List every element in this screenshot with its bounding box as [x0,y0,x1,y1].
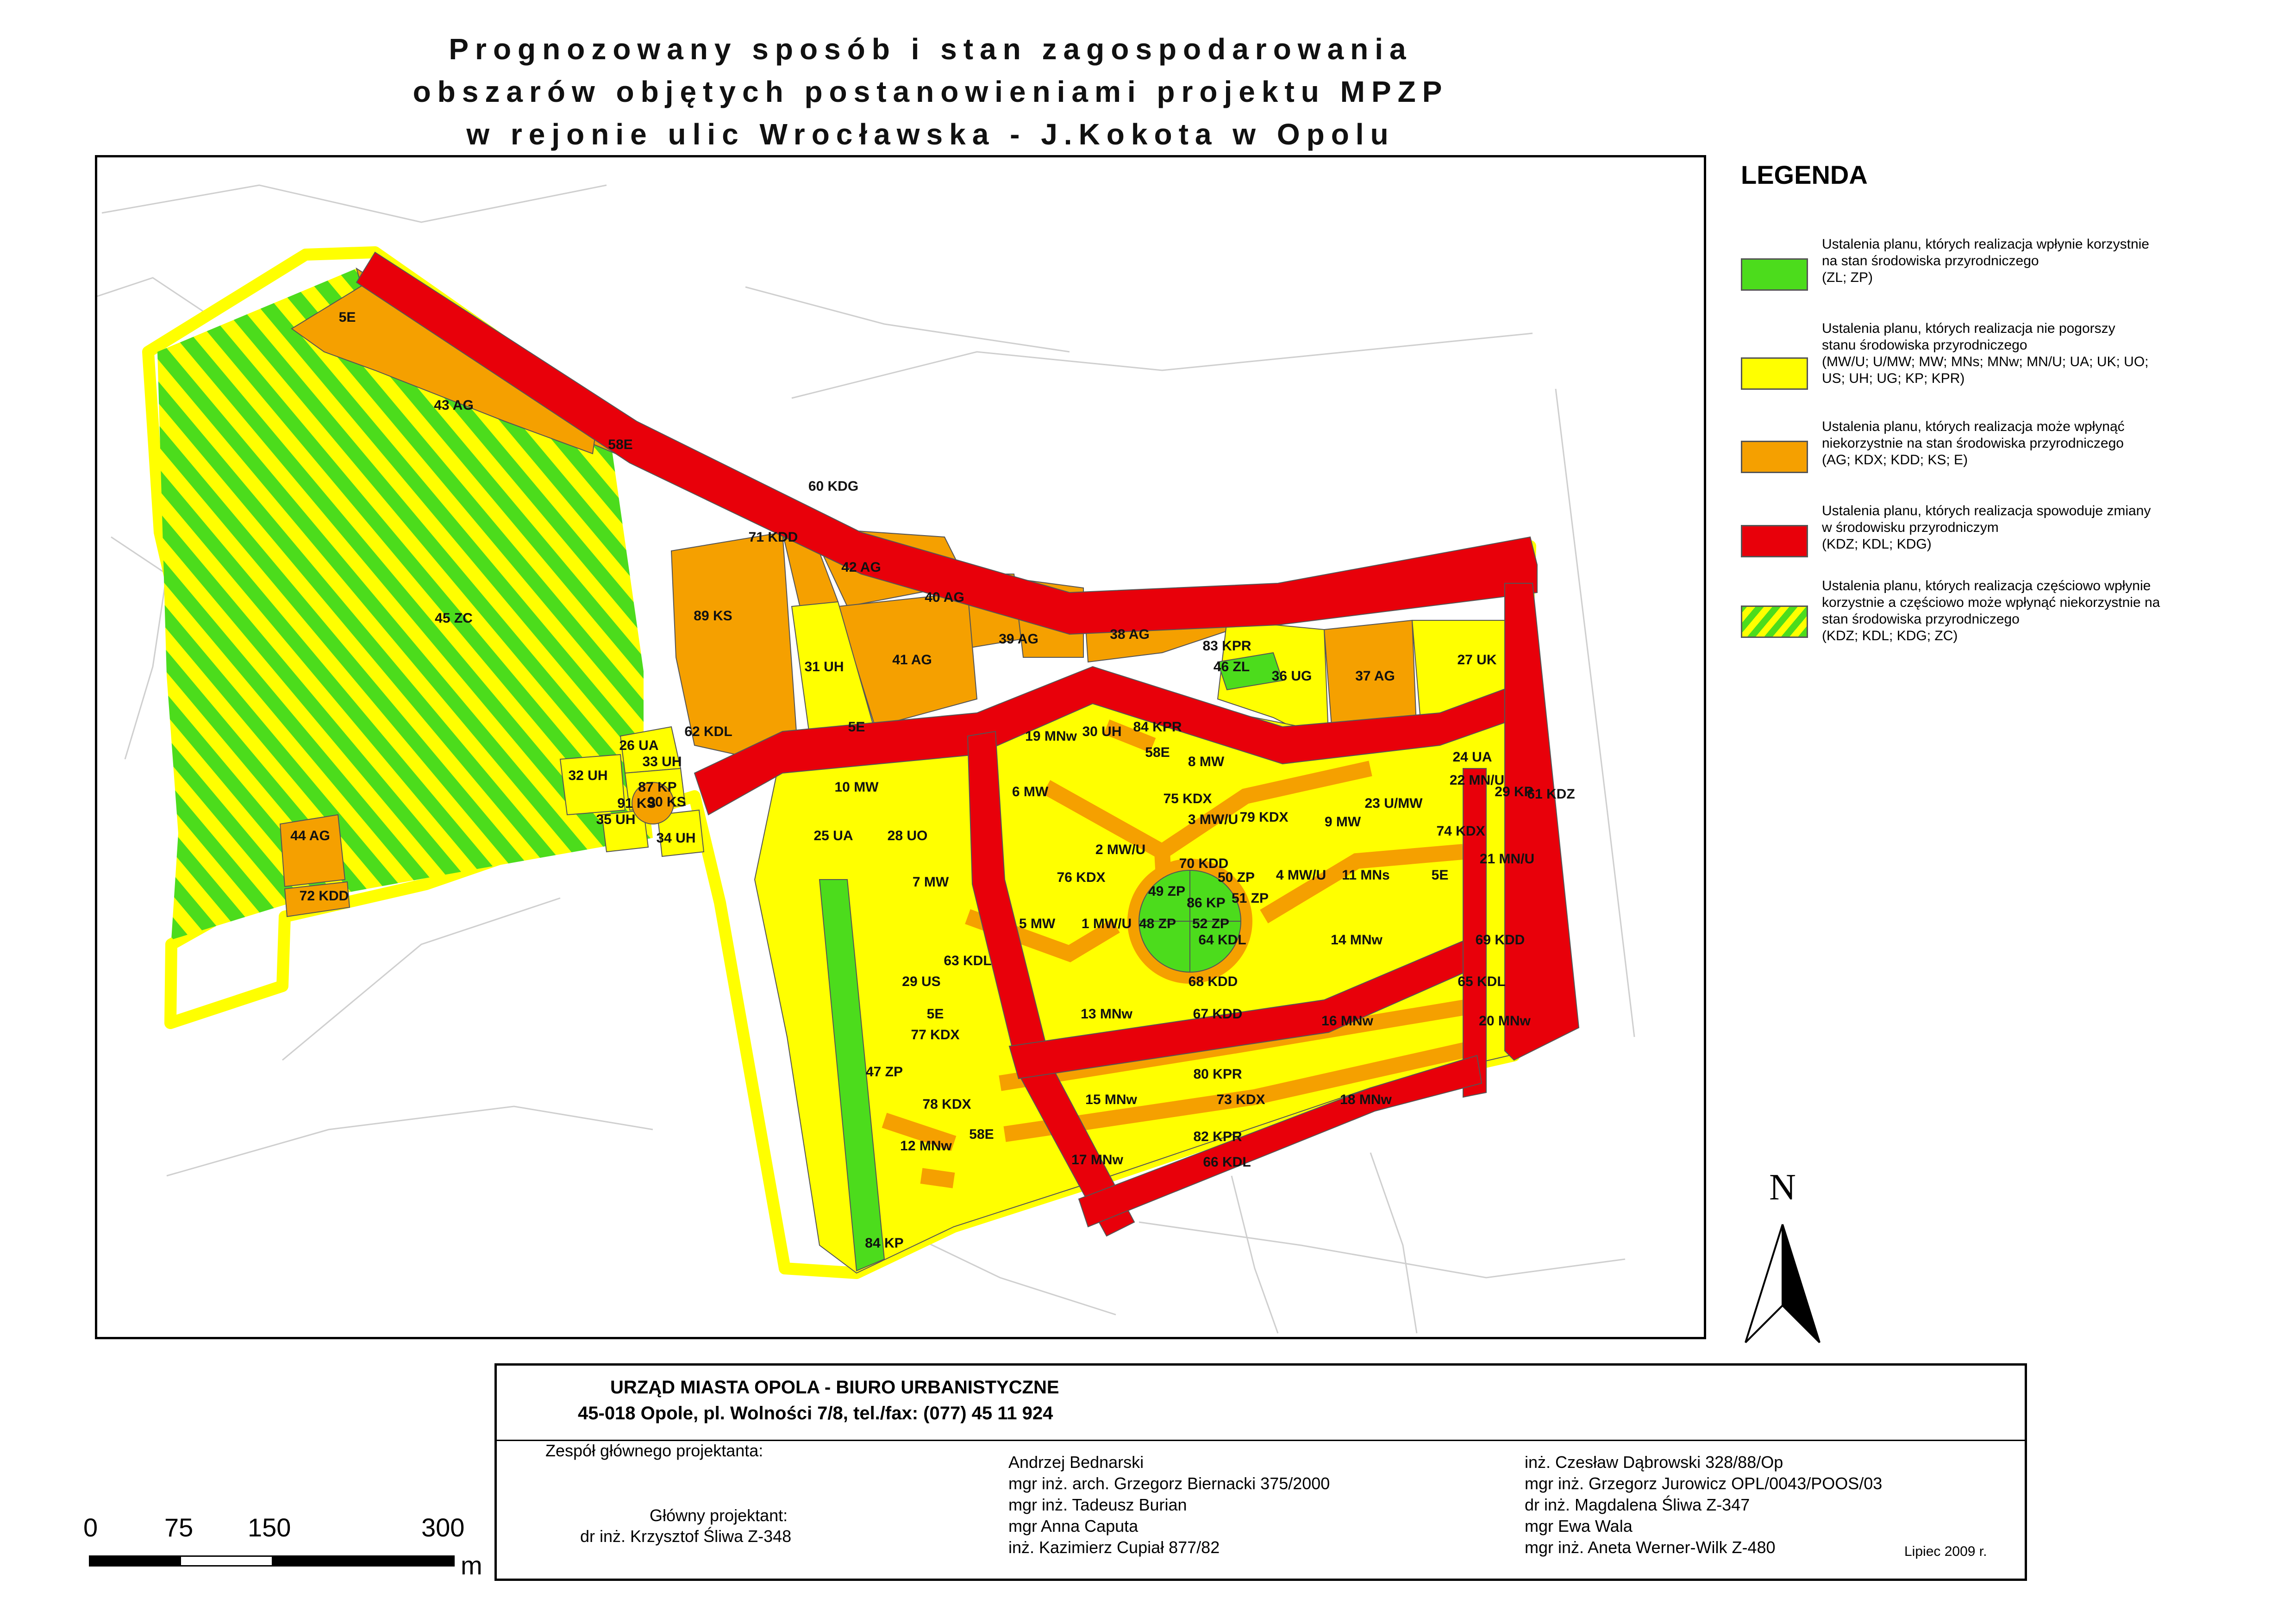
zone-label: 32 UH [568,768,608,783]
zone-label: 26 UA [619,738,659,753]
zone-label: 84 KP [865,1236,904,1251]
legend-text-mixed: Ustalenia planu, których realizacja częściowo wpłynie korzystnie a częściowo może wpłynąć niekorzystnie na stan środowiska przyrodniczego (KDZ; KDL; KDG; ZC) [1822,578,2160,643]
zone-label: 58E [1145,745,1170,760]
zone-label: 37 AG [1355,668,1395,684]
scale-tick-75: 75 [164,1513,194,1542]
legend-text-change: Ustalenia planu, których realizacja spowoduje zmiany w środowisku przyrodniczym (KDZ; KDL; KDG) [1822,503,2151,552]
zone-label: 15 MNw [1085,1092,1137,1107]
team-member: dr inż. Magdalena Śliwa Z-347 [1525,1495,1750,1514]
zone-label: 35 UH [596,812,636,827]
zone-label: 1 MW/U [1081,916,1132,931]
zone-label: 87 KP [638,780,677,795]
zone-label: 28 UO [887,828,928,843]
zone-label: 3 MW/U [1188,812,1239,827]
zone-label: 66 KDL [1203,1155,1251,1170]
legend-item-positive [1741,236,2278,315]
zone-label: 46 ZL [1213,659,1250,674]
zone-32-uh[interactable] [560,755,625,815]
legend-swatch-striped [1741,606,1808,638]
zone-label: 5E [338,310,356,325]
zone-label: 89 KS [694,608,732,624]
north-letter: N [1769,1167,1796,1208]
zone-label: 73 KDX [1216,1092,1265,1107]
map-title [139,28,1722,156]
zone-label: 6 MW [1012,784,1049,799]
team-member: mgr inż. arch. Grzegorz Biernacki 375/2000 [1008,1474,1330,1493]
zone-label: 36 UG [1271,668,1312,684]
legend-text-negative: Ustalenia planu, których realizacja może wpłynąć niekorzystnie na stan środowiska przyrodniczego (AG; KDX; KDD; KS; E) [1822,419,2125,468]
zone-label: 42 AG [841,560,881,575]
zone-label: 47 ZP [865,1064,903,1080]
zone-label: 67 KDD [1193,1006,1243,1022]
team-member: Andrzej Bednarski [1008,1453,1144,1472]
scale-unit: m [461,1551,482,1580]
legend-text-positive: Ustalenia planu, których realizacja wpłynie korzystnie na stan środowiska przyrodniczego (ZL; ZP) [1822,237,2149,285]
zone-label: 49 ZP [1148,884,1186,899]
team-member: mgr Ewa Wala [1525,1517,1633,1536]
zone-label: 70 KDD [1179,856,1229,871]
zone-label: 9 MW [1324,814,1361,830]
zone-label: 86 KP [1187,895,1226,911]
zone-89-ks[interactable] [671,532,796,755]
zone-label: 72 KDD [299,888,349,904]
zone-label: 65 KDL [1458,974,1506,989]
zone-label: 64 KDL [1198,932,1246,948]
scale-tick-150: 150 [248,1513,291,1542]
zone-label: 43 AG [434,398,474,413]
legend-swatch-green [1741,258,1808,291]
north-arrow-icon [1732,1167,1833,1352]
zone-label: 21 MN/U [1479,851,1535,867]
zone-label: 80 KPR [1193,1067,1242,1082]
legend-swatch-orange [1741,441,1808,473]
zone-label: 84 KPR [1133,719,1182,735]
zone-label: 38 AG [1110,627,1150,642]
zone-label: 34 UH [656,830,696,846]
zone-label: 10 MW [834,780,879,795]
zone-label: 24 UA [1452,749,1492,765]
zone-label: 45 ZC [435,611,473,626]
zone-label: 18 MNw [1340,1092,1392,1107]
title-line-1: Prognozowany sposób i stan zagospodarowania [449,32,1413,66]
legend-item-change [1741,503,2278,572]
zone-label: 61 KDZ [1527,787,1575,802]
zone-label: 63 KDL [944,953,992,968]
team-member: mgr inż. Tadeusz Burian [1008,1495,1187,1514]
legend-swatch-red [1741,525,1808,557]
zone-label: 58E [608,437,633,452]
zone-label: 50 ZP [1217,870,1255,885]
scale-tick-0: 0 [83,1513,98,1542]
title-line-2: obszarów objętych postanowieniami projektu MPZP [413,75,1449,108]
zone-label: 16 MNw [1321,1013,1373,1029]
zone-44-ag[interactable] [280,815,345,886]
zone-label: 58E [969,1127,994,1142]
zone-label: 71 KDD [748,530,798,545]
legend-item-mixed [1741,578,2278,656]
legend-swatch-yellow [1741,357,1808,390]
zone-label: 79 KDX [1239,810,1289,825]
legend-item-neutral [1741,320,2278,413]
zone-label: 2 MW/U [1095,842,1146,857]
zone-label: 25 UA [813,828,853,843]
plan-date: Lipiec 2009 r. [1904,1544,1987,1559]
zone-label: 41 AG [892,652,932,668]
team-member: mgr inż. Grzegorz Jurowicz OPL/0043/POOS/03 [1525,1474,1883,1493]
zone-label: 51 ZP [1231,891,1269,906]
zone-label: 74 KDX [1436,824,1485,839]
title-block [494,1363,2027,1581]
zone-label: 39 AG [999,631,1039,647]
zone-label: 5E [926,1006,944,1022]
zone-label: 30 UH [1082,724,1122,739]
legend-text-neutral: Ustalenia planu, których realizacja nie pogorszy stanu środowiska przyrodniczego (MW/U; U/MW; MW; MNs; MNw; MN/U; UA; UK; UO; US; UH; UG; KP; KPR) [1822,321,2149,386]
zone-label: 27 UK [1457,652,1497,668]
chief-name: dr inż. Krzysztof Śliwa Z-348 [580,1527,792,1546]
zone-label: 14 MNw [1331,932,1383,948]
zone-label: 48 ZP [1139,916,1176,931]
scale-bar-graphic [89,1555,455,1567]
team-label: Zespół głównego projektanta: [545,1441,763,1460]
zone-label: 8 MW [1188,754,1225,769]
team-member: mgr inż. Aneta Werner-Wilk Z-480 [1525,1538,1776,1557]
scale-bar [79,1514,495,1579]
map-canvas [97,157,1704,1337]
zone-label: 60 KDG [808,479,859,494]
zone-label: 77 KDX [911,1027,960,1042]
zone-label: 76 KDX [1057,870,1106,885]
zone-label: 62 KDL [684,724,732,739]
zone-label: 44 AG [290,828,330,843]
zone-label: 91 KS [617,796,656,811]
zone-label: 17 MNw [1071,1152,1123,1167]
zone-label: 5 MW [1019,916,1056,931]
zone-label: 82 KPR [1193,1129,1242,1144]
zone-label: 83 KPR [1202,638,1251,654]
zone-label: 12 MNw [900,1138,952,1154]
zone-label: 20 MNw [1479,1013,1531,1029]
zone-label: 19 MNw [1025,729,1077,744]
zone-label: 5E [1431,868,1449,883]
team-member: mgr Anna Caputa [1008,1517,1139,1536]
zone-label: 29 KP [1495,784,1533,799]
chief-label: Główny projektant: [650,1506,788,1525]
zone-label: 90 KS [647,794,686,810]
zone-label: 78 KDX [922,1097,971,1112]
scale-tick-300: 300 [421,1513,465,1542]
office-name: URZĄD MIASTA OPOLA - BIURO URBANISTYCZNE [610,1377,1059,1398]
zone-label: 68 KDD [1188,974,1238,989]
zone-label: 11 MNs [1342,868,1390,883]
zone-label: 5E [848,719,865,735]
zone-label: 29 US [902,974,941,989]
zone-label: 22 MN/U [1449,773,1505,788]
zone-label: 69 KDD [1475,932,1525,948]
zone-label: 33 UH [642,754,682,769]
map-frame[interactable] [95,155,1706,1339]
zone-label: 4 MW/U [1276,868,1326,883]
legend-item-negative [1741,418,2278,497]
title-block-header [497,1366,2025,1441]
zone-label: 23 U/MW [1364,796,1423,811]
north-arrow [1732,1167,1833,1352]
zone-label: 31 UH [804,659,844,674]
office-address: 45-018 Opole, pl. Wolności 7/8, tel./fax: (077) 45 11 924 [578,1403,1053,1423]
zone-label: 40 AG [925,590,964,605]
team-member: inż. Kazimierz Cupiał 877/82 [1008,1538,1220,1557]
title-line-3: w rejonie ulic Wrocławska - J.Kokota w Opolu [466,118,1395,151]
zone-label: 7 MW [912,874,949,890]
team-member: inż. Czesław Dąbrowski 328/88/Op [1525,1453,1783,1472]
zone-label: 52 ZP [1192,916,1230,931]
zone-label: 13 MNw [1081,1006,1132,1022]
zone-label: 75 KDX [1163,791,1212,806]
legend-title: LEGENDA [1741,160,1868,189]
legend [1741,160,2278,662]
road-61-kdz [1505,583,1579,1060]
